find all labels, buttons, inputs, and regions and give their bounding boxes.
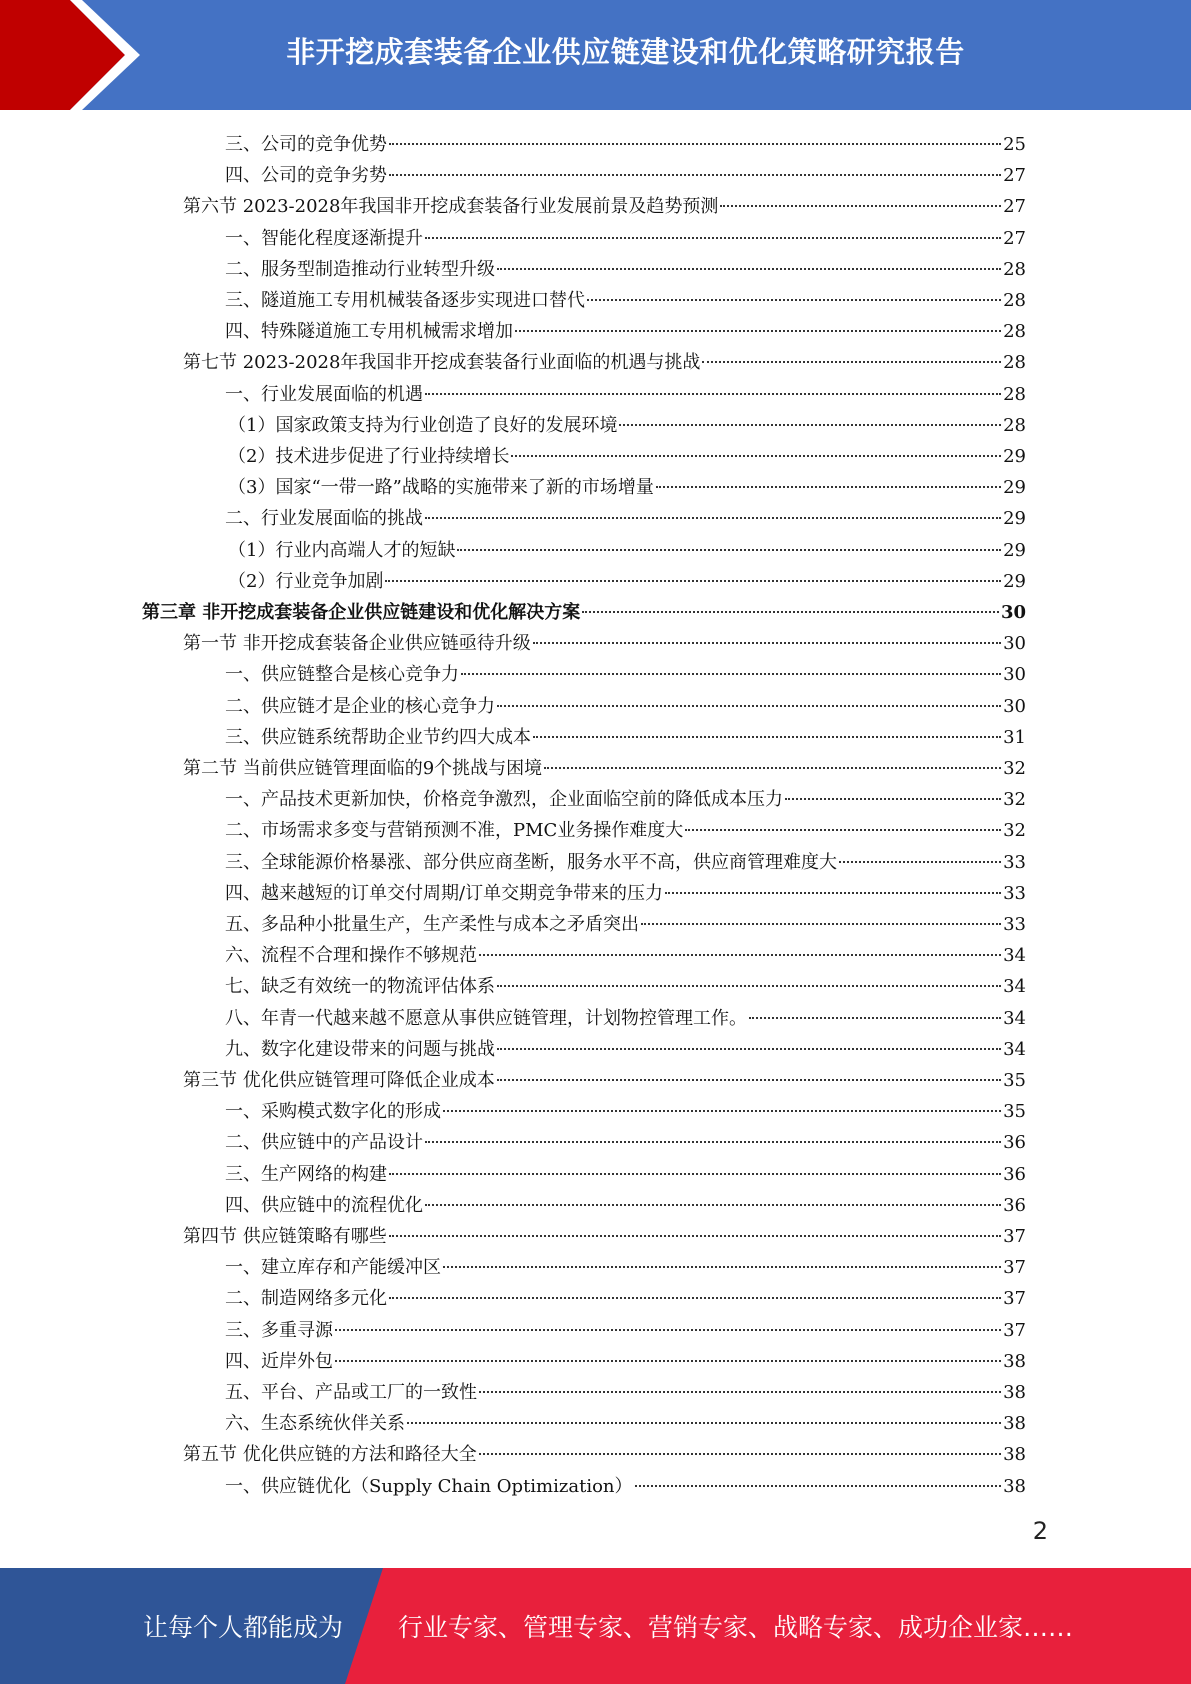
- report-title: 非开挖成套装备企业供应链建设和优化策略研究报告: [286, 34, 965, 69]
- toc-dot-leader: [443, 1090, 1001, 1112]
- toc-dot-leader: [425, 1184, 1001, 1206]
- toc-entry[interactable]: [225, 1470, 1026, 1501]
- toc-dot-leader: [389, 154, 1001, 176]
- toc-dot-leader: [533, 622, 1001, 644]
- toc-dot-leader: [497, 1028, 1001, 1050]
- toc-page-number: 33: [1003, 914, 1026, 935]
- toc-entry-title: 五、平台、产品或工厂的一致性: [225, 1382, 477, 1403]
- toc-entry-title: （1）行业内高端人才的短缺: [228, 539, 456, 561]
- toc-entry-title: 五、多品种小批量生产，生产柔性与成本之矛盾突出: [225, 914, 639, 935]
- toc-page-number: 36: [1003, 1194, 1026, 1216]
- toc-dot-leader: [587, 279, 1001, 301]
- footer-slogan-right: 行业专家、管理专家、营销专家、战略专家、成功企业家……: [398, 1613, 1074, 1642]
- toc-dot-leader: [497, 965, 1001, 987]
- toc-page-number: 27: [1003, 227, 1026, 249]
- page-footer: [0, 1568, 1191, 1684]
- toc-dot-leader: [720, 185, 1001, 207]
- toc-entry-title: 第七节 2023-2028年我国非开挖成套装备行业面临的机遇与挑战: [183, 352, 701, 374]
- toc-entry-title: 第三章 非开挖成套装备企业供应链建设和优化解决方案: [142, 602, 581, 623]
- toc-entry-title: 二、服务型制造推动行业转型升级: [225, 258, 495, 280]
- toc-page-number: 28: [1003, 383, 1026, 405]
- toc-entry-title: 三、公司的竞争优势: [225, 134, 387, 155]
- toc-page-number: 36: [1003, 1132, 1026, 1154]
- toc-page-number: 34: [1003, 945, 1026, 967]
- toc-dot-leader: [389, 123, 1001, 145]
- toc-page-number: 32: [1003, 820, 1026, 842]
- toc-entry-title: （2）技术进步促进了行业持续增长: [228, 446, 510, 467]
- toc-page-number: 30: [1003, 695, 1026, 717]
- toc-entry-title: 第六节 2023-2028年我国非开挖成套装备行业发展前景及趋势预测: [183, 196, 719, 218]
- toc-entry-title: 第一节 非开挖成套装备企业供应链亟待升级: [183, 633, 531, 655]
- toc-dot-leader: [425, 373, 1001, 395]
- toc-page-number: 28: [1003, 290, 1026, 311]
- toc-entry-title: 六、生态系统伙伴关系: [225, 1413, 405, 1435]
- toc-page-number: 35: [1003, 1070, 1026, 1091]
- toc-dot-leader: [425, 497, 1001, 519]
- toc-entry-title: 第四节 供应链策略有哪些: [183, 1226, 387, 1247]
- toc-dot-leader: [335, 1309, 1001, 1331]
- toc-page-number: 37: [1003, 1319, 1026, 1341]
- toc-page-number: 31: [1003, 726, 1026, 748]
- toc-dot-leader: [479, 1433, 1001, 1455]
- toc-page-number: 30: [1003, 633, 1026, 655]
- toc-entry-title: （3）国家“一带一路”战略的实施带来了新的市场增量: [228, 477, 654, 499]
- toc-entry-title: 二、供应链才是企业的核心竞争力: [225, 695, 495, 717]
- toc-dot-leader: [619, 404, 1001, 426]
- toc-entry-title: 七、缺乏有效统一的物流评估体系: [225, 976, 495, 998]
- toc-entry-title: 四、近岸外包: [225, 1350, 333, 1372]
- toc-entry-title: 四、公司的竞争劣势: [225, 165, 387, 187]
- toc-dot-leader: [425, 217, 1001, 239]
- toc-entry-title: 一、产品技术更新加快，价格竞争激烈，企业面临空前的降低成本压力: [225, 789, 783, 811]
- toc-page-number: 38: [1003, 1350, 1026, 1372]
- toc-entry-title: 一、采购模式数字化的形成: [225, 1101, 441, 1123]
- toc-entry-title: 第二节 当前供应链管理面临的9个挑战与困境: [183, 758, 543, 779]
- toc-page-number: 28: [1003, 321, 1026, 343]
- toc-page-number: 27: [1003, 165, 1026, 187]
- toc-page-number: 29: [1003, 446, 1026, 467]
- page-number: 2: [1032, 1517, 1048, 1545]
- toc-page-number: 29: [1003, 508, 1026, 530]
- toc-dot-leader: [407, 1402, 1001, 1424]
- toc-dot-leader: [582, 591, 999, 613]
- toc-entry-title: 六、流程不合理和操作不够规范: [225, 945, 477, 967]
- toc-entry-title: 一、建立库存和产能缓冲区: [225, 1257, 441, 1279]
- toc-entry-title: （1）国家政策支持为行业创造了良好的发展环境: [228, 414, 618, 436]
- toc-dot-leader: [685, 809, 1001, 831]
- toc-page-number: 37: [1003, 1288, 1026, 1310]
- toc-entry-title: 二、市场需求多变与营销预测不准，PMC业务操作难度大: [225, 820, 684, 842]
- toc-page-number: 27: [1003, 196, 1026, 218]
- toc-dot-leader: [461, 653, 1001, 675]
- toc-entry-title: 二、制造网络多元化: [225, 1288, 387, 1310]
- toc-page-number: 32: [1003, 789, 1026, 811]
- toc-entry-title: 三、供应链系统帮助企业节约四大成本: [225, 726, 531, 748]
- toc-dot-leader: [457, 529, 1001, 551]
- toc-page-number: 38: [1003, 1382, 1026, 1403]
- toc-page-number: 29: [1003, 477, 1026, 499]
- toc-page-number: 34: [1003, 1038, 1026, 1060]
- toc-page-number: 35: [1003, 1101, 1026, 1123]
- toc-entry-title: 三、全球能源价格暴涨、部分供应商垄断，服务水平不高，供应商管理难度大: [225, 851, 837, 873]
- footer-slogan-left: 让每个人都能成为: [143, 1613, 344, 1642]
- toc-dot-leader: [389, 1277, 1001, 1299]
- toc-page-number: 32: [1003, 758, 1026, 779]
- toc-page-number: 25: [1003, 134, 1026, 155]
- toc-dot-leader: [641, 903, 1001, 925]
- toc-entry-title: 第三节 优化供应链管理可降低企业成本: [183, 1070, 495, 1091]
- toc-dot-leader: [479, 934, 1001, 956]
- toc-page-number: 38: [1003, 1475, 1026, 1497]
- toc-dot-leader: [497, 248, 1001, 270]
- toc-dot-leader: [479, 1371, 1001, 1393]
- toc-dot-leader: [702, 341, 1001, 363]
- toc-entry-title: 三、隧道施工专用机械装备逐步实现进口替代: [225, 290, 585, 311]
- toc-entry-title: 一、供应链优化（Supply Chain Optimization）: [225, 1475, 633, 1497]
- toc-page-number: 38: [1003, 1413, 1026, 1435]
- toc-page-number: 28: [1003, 258, 1026, 280]
- toc-entry-title: 一、行业发展面临的机遇: [225, 383, 423, 405]
- toc-dot-leader: [656, 466, 1001, 488]
- toc-dot-leader: [497, 1059, 1001, 1081]
- toc-entry-title: 四、特殊隧道施工专用机械需求增加: [225, 321, 513, 343]
- toc-page-number: 28: [1003, 352, 1026, 374]
- toc-entry-title: 四、越来越短的订单交付周期/订单交期竞争带来的压力: [225, 882, 664, 904]
- toc-page-number: 34: [1003, 1007, 1026, 1029]
- toc-page-number: 30: [1000, 602, 1026, 623]
- toc-dot-leader: [665, 872, 1001, 894]
- toc-entry-title: 一、供应链整合是核心竞争力: [225, 664, 459, 686]
- toc-entry-title: 第五节 优化供应链的方法和路径大全: [183, 1444, 477, 1466]
- toc-page-number: 30: [1003, 664, 1026, 686]
- toc-page-number: 37: [1003, 1226, 1026, 1247]
- toc-page-number: 29: [1003, 539, 1026, 561]
- toc-dot-leader: [515, 310, 1001, 332]
- toc-dot-leader: [389, 1153, 1001, 1175]
- toc-dot-leader: [425, 1121, 1001, 1143]
- page-header: [0, 0, 1191, 110]
- toc-dot-leader: [443, 1246, 1001, 1268]
- toc-entry-title: 四、供应链中的流程优化: [225, 1194, 423, 1216]
- toc-page-number: 38: [1003, 1444, 1026, 1466]
- toc-dot-leader: [544, 747, 1001, 769]
- toc-dot-leader: [335, 1340, 1001, 1362]
- toc-dot-leader: [511, 435, 1001, 457]
- toc-dot-leader: [497, 685, 1001, 707]
- toc-page-number: 33: [1003, 882, 1026, 904]
- toc-entry-title: 一、智能化程度逐渐提升: [225, 227, 423, 249]
- toc-page-number: 33: [1003, 851, 1026, 873]
- toc-page-number: 37: [1003, 1257, 1026, 1279]
- toc-dot-leader: [533, 716, 1001, 738]
- toc-entry-title: （2）行业竞争加剧: [228, 570, 384, 592]
- toc-page-number: 36: [1003, 1163, 1026, 1185]
- toc-dot-leader: [389, 1215, 1001, 1237]
- toc-dot-leader: [749, 997, 1001, 1019]
- toc-page-number: 34: [1003, 976, 1026, 998]
- toc-entry-title: 九、数字化建设带来的问题与挑战: [225, 1038, 495, 1060]
- toc-page-number: 29: [1003, 570, 1026, 592]
- toc-entry-title: 二、行业发展面临的挑战: [225, 508, 423, 530]
- toc-entry-title: 八、年青一代越来越不愿意从事供应链管理，计划物控管理工作。: [225, 1007, 747, 1029]
- toc-page-number: 28: [1003, 414, 1026, 436]
- toc-entry-title: 三、多重寻源: [225, 1319, 333, 1341]
- toc-dot-leader: [839, 841, 1001, 863]
- toc-dot-leader: [385, 560, 1001, 582]
- toc-dot-leader: [635, 1465, 1002, 1487]
- toc-entry-title: 二、供应链中的产品设计: [225, 1132, 423, 1154]
- toc-dot-leader: [785, 778, 1001, 800]
- toc-entry-title: 三、生产网络的构建: [225, 1163, 387, 1185]
